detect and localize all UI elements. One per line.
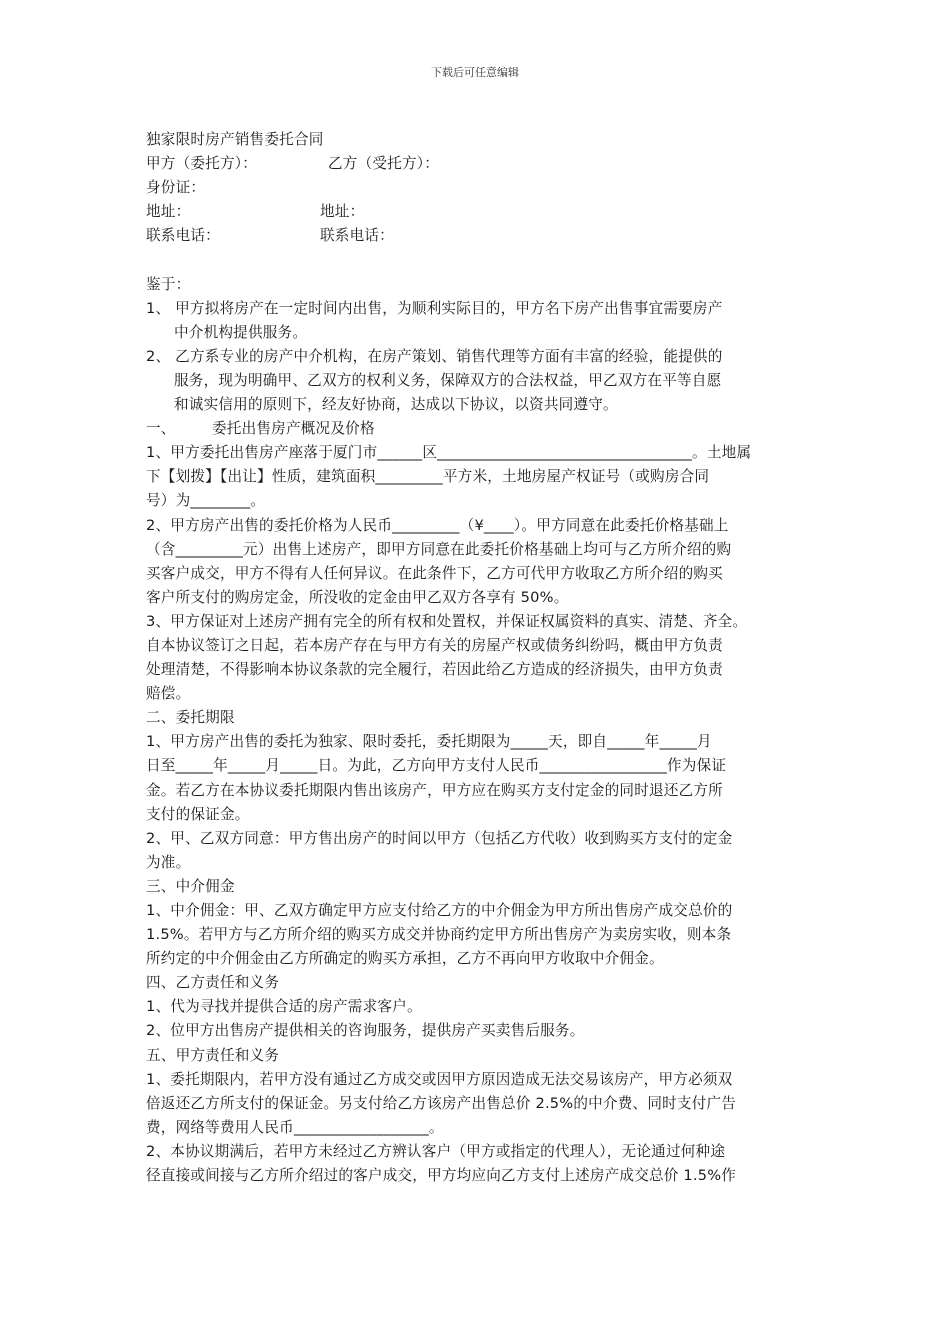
clause-line: 2、甲、乙双方同意：甲方售出房产的时间以甲方（包括乙方代收）收到购买方支付的定金 [146, 829, 733, 847]
party-b-label: 乙方（受托方）： [328, 155, 440, 173]
party-a-label: 甲方（委托方）： [146, 155, 258, 173]
phone-row [146, 224, 814, 248]
clause-line: （含_________元）出售上述房产，即甲方同意在此委托价格基础上均可与乙方所介绍的购 [146, 540, 732, 558]
section-title: 二、委托期限 [146, 709, 235, 727]
phone-b-label: 联系电话： [320, 227, 394, 245]
clause-line: 赔偿。 [146, 685, 191, 703]
clause-line: 客户所支付的购房定金，所没收的定金由甲乙双方各享有 50%。 [146, 588, 569, 606]
clause-line: 1、甲方房产出售的委托为独家、限时委托，委托期限为_____天，即自_____年_____月 [146, 733, 712, 751]
section-title: 三、中介佣金 [146, 877, 235, 895]
clause-line: 所约定的中介佣金由乙方所确定的购买方承担，乙方不再向甲方收取中介佣金。 [146, 950, 664, 968]
clause-line: 1、委托期限内，若甲方没有通过乙方成交或因甲方原因造成无法交易该房产，甲方必须双 [146, 1070, 733, 1088]
clause-line: 号）为________。 [146, 492, 266, 510]
id-card-label: 身份证： [146, 179, 206, 197]
clause-line: 日至_____年_____月_____日。为此，乙方向甲方支付人民币_________________作为保证 [146, 757, 727, 775]
preamble-item-cont: 中介机构提供服务。 [174, 323, 308, 341]
section-title: 委托出售房产概况及价格 [212, 420, 375, 438]
clause-line: 买客户成交，甲方不得有人任何异议。在此条件下，乙方可代甲方收取乙方所介绍的购买 [146, 564, 723, 582]
section-title: 四、乙方责任和义务 [146, 974, 280, 992]
address-b-label: 地址： [320, 203, 365, 221]
clause-line: 自本协议签订之日起，若本房产存在与甲方有关的房屋产权或债务纠纷吗，概由甲方负责 [146, 636, 723, 654]
clause-line: 金。若乙方在本协议委托期限内售出该房产，甲方应在购买方支付定金的同时退还乙方所 [146, 781, 723, 799]
preamble-lead: 鉴于： [146, 275, 191, 293]
clause-line: 3、甲方保证对上述房产拥有完全的所有权和处置权，并保证权属资料的真实、清楚、齐全。 [146, 612, 748, 630]
preamble-item: 2、 乙方系专业的房产中介机构，在房产策划、销售代理等方面有丰富的经验，能提供的 [146, 347, 723, 365]
party-row [146, 152, 814, 176]
clause-line: 下【划拨】【出让】性质，建筑面积_________平方米，土地房屋产权证号（或购房合同 [146, 468, 710, 486]
section-number: 一、 [146, 420, 176, 438]
contract-title: 独家限时房产销售委托合同 [146, 131, 324, 148]
page-header: 下载后可任意编辑 [431, 66, 519, 79]
address-a-label: 地址： [146, 203, 191, 221]
section-heading [146, 417, 814, 441]
address-row [146, 200, 814, 224]
clause-line: 倍返还乙方所支付的保证金。另支付给乙方该房产出售总价 2.5%的中介费、同时支付广告 [146, 1094, 737, 1112]
clause-line: 费，网络等费用人民币__________________。 [146, 1118, 444, 1136]
clause-line: 支付的保证金。 [146, 805, 250, 823]
clause-line: 2、位甲方出售房产提供相关的咨询服务，提供房产买卖售后服务。 [146, 1022, 585, 1040]
preamble-item-cont: 服务，现为明确甲、乙双方的权利义务，保障双方的合法权益，甲乙双方在平等自愿 [174, 371, 722, 389]
preamble-item: 1、 甲方拟将房产在一定时间内出售，为顺利实际目的，甲方名下房产出售事宜需要房产 [146, 299, 723, 317]
clause-line: 1、中介佣金：甲、乙双方确定甲方应支付给乙方的中介佣金为甲方所出售房产成交总价的 [146, 902, 733, 919]
clause-line: 2、甲方房产出售的委托价格为人民币_________（¥____）。甲方同意在此委托价格基础上 [146, 516, 729, 534]
clause-line: 2、本协议期满后，若甲方未经过乙方辨认客户（甲方或指定的代理人），无论通过何种途 [146, 1142, 726, 1160]
clause-line: 1.5%。若甲方与乙方所介绍的购买方成交并协商约定甲方所出售房产为卖房实收，则本条 [146, 926, 732, 944]
section-title: 五、甲方责任和义务 [146, 1046, 280, 1064]
contract-body [146, 128, 814, 1188]
preamble-item-cont: 和诚实信用的原则下，经友好协商，达成以下协议，以资共同遵守。 [174, 396, 618, 414]
clause-line: 处理清楚，不得影响本协议条款的完全履行，若因此给乙方造成的经济损失，由甲方负责 [146, 661, 723, 679]
clause-line: 1、代为寻找并提供合适的房产需求客户。 [146, 998, 422, 1016]
clause-line: 为准。 [146, 853, 191, 871]
clause-line: 径直接或间接与乙方所介绍过的客户成交，甲方均应向乙方支付上述房产成交总价 1.5%作 [146, 1167, 737, 1185]
phone-a-label: 联系电话： [146, 227, 220, 245]
clause-line: 1、甲方委托出售房产座落于厦门市______区__________________________________。土地属 [146, 444, 752, 462]
